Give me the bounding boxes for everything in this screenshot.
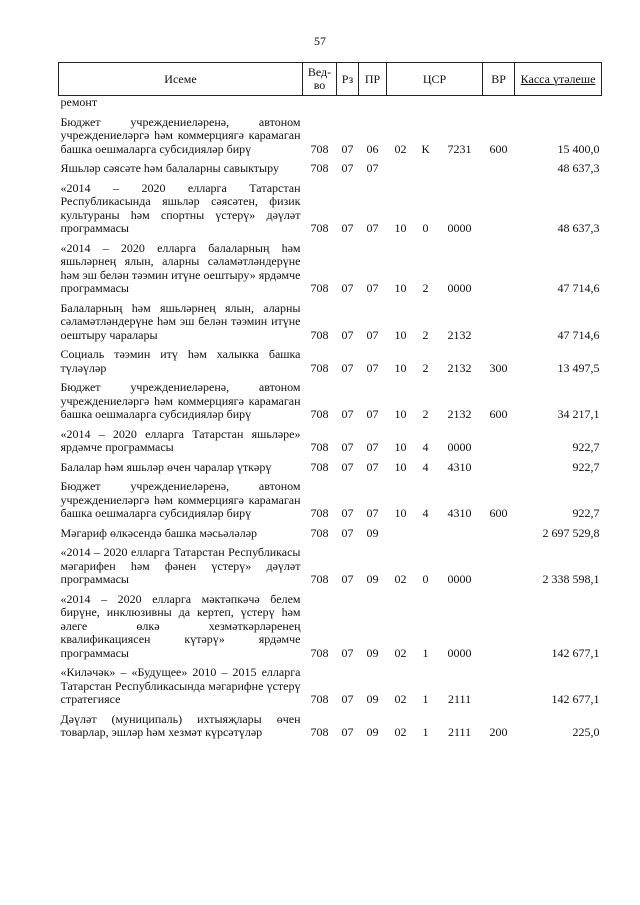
cell-rz: 07 <box>341 327 354 342</box>
cell-sum <box>515 96 602 113</box>
cell-c3: 2132 <box>447 327 472 342</box>
header-csr: ЦСР <box>387 63 483 96</box>
cell-vr: 200 <box>489 725 508 739</box>
cell-pr: 07 <box>366 407 379 421</box>
cell-ved: 708 <box>310 327 329 342</box>
table-row <box>59 113 602 160</box>
cell-rz <box>337 96 359 113</box>
cell-c1: 02 <box>394 692 407 706</box>
cell-name: Яшьләр сәясәте һәм балаларны савыктыру <box>60 161 279 175</box>
cell-c2: 0 <box>422 221 429 235</box>
cell-c2: К <box>421 141 430 156</box>
table-row <box>59 345 602 378</box>
cell-sum: 2 697 529,8 <box>542 525 600 540</box>
cell-ved: 708 <box>310 161 329 175</box>
cell-ved: 708 <box>310 141 329 156</box>
cell-name: Балаларның һәм яшьләрнең ялын, аларны сәламәтләндерүне һәм эш белән тәэмин итүне оештыру чаралары <box>60 300 301 342</box>
cell-ved <box>303 96 337 113</box>
cell-pr: 09 <box>366 525 379 540</box>
table-row <box>59 378 602 425</box>
cell-sum: 48 637,3 <box>557 221 600 235</box>
cell-c2: 2 <box>422 360 429 375</box>
table-row <box>59 590 602 664</box>
cell-c2 <box>415 159 437 179</box>
cell-ved: 708 <box>310 725 329 739</box>
cell-vr <box>483 458 515 478</box>
cell-c1: 10 <box>394 281 407 295</box>
cell-c3: 0000 <box>447 440 472 454</box>
cell-pr: 07 <box>366 360 379 375</box>
cell-c2 <box>415 524 437 544</box>
cell-rz: 07 <box>341 161 354 175</box>
cell-c3: 4310 <box>447 459 472 474</box>
cell-name: «Киләчәк» – «Будущее» 2010 – 2015 елларга Татарстан Республикасында мәгарифне үстерү стратегиясе <box>60 665 301 706</box>
cell-ved: 708 <box>310 281 329 295</box>
table-row <box>59 524 602 544</box>
table-row <box>59 96 602 113</box>
cell-pr: 06 <box>366 141 379 156</box>
cell-rz: 07 <box>341 725 354 739</box>
cell-c1: 02 <box>394 572 407 586</box>
header-pr: ПР <box>359 63 387 96</box>
cell-vr <box>483 590 515 664</box>
cell-ved: 708 <box>310 645 329 660</box>
cell-ved: 708 <box>310 506 329 520</box>
cell-name: Социаль тәэмин итү һәм халыкка башка түләүләр <box>60 347 301 375</box>
header-name: Исеме <box>59 63 303 96</box>
cell-vr <box>483 179 515 239</box>
cell-vr: 600 <box>489 141 508 156</box>
cell-c3 <box>437 524 483 544</box>
table-row <box>59 179 602 239</box>
cell-c2: 4 <box>422 459 429 474</box>
cell-vr <box>483 543 515 590</box>
cell-c2: 0 <box>422 572 429 586</box>
cell-ved: 708 <box>310 360 329 375</box>
cell-sum: 13 497,5 <box>557 360 600 375</box>
cell-ved: 708 <box>310 525 329 540</box>
cell-sum: 2 338 598,1 <box>542 572 600 586</box>
cell-c2: 4 <box>422 440 429 454</box>
cell-pr: 09 <box>366 692 379 706</box>
cell-name: Бюджет учреждениеләренә, автоном учреждениеләргә һәм коммерциягә карамаган башка оешмаларга субсидияләр бирү <box>60 380 301 421</box>
cell-name: Дәүләт (муниципаль) ихтыяҗлары өчен товарлар, эшләр һәм хезмәт күрсәтүләр <box>60 711 301 739</box>
cell-c3 <box>437 96 483 113</box>
cell-name: Бюджет учреждениеләренә, автоном учреждениеләргә һәм коммерциягә карамаган башка оешмаларга субсидияләр бирү <box>60 114 301 156</box>
cell-c2: 1 <box>422 692 429 706</box>
cell-c1 <box>387 96 415 113</box>
cell-ved: 708 <box>310 692 329 706</box>
cell-rz: 07 <box>341 459 354 474</box>
table-header-row <box>59 63 602 96</box>
cell-c3: 0000 <box>447 645 472 660</box>
cell-rz: 07 <box>341 525 354 540</box>
cell-pr: 07 <box>366 221 379 235</box>
cell-rz: 07 <box>341 141 354 156</box>
cell-rz: 07 <box>341 281 354 295</box>
cell-c1: 10 <box>394 407 407 421</box>
header-vr: ВР <box>483 63 515 96</box>
cell-c2: 2 <box>422 327 429 342</box>
cell-pr: 07 <box>366 440 379 454</box>
cell-c1: 10 <box>394 440 407 454</box>
cell-ved: 708 <box>310 440 329 454</box>
cell-rz: 07 <box>341 506 354 520</box>
cell-c2: 2 <box>422 407 429 421</box>
cell-ved: 708 <box>310 407 329 421</box>
cell-sum: 47 714,6 <box>557 327 600 342</box>
header-kassa-label: Касса үтәлеше <box>520 71 596 86</box>
cell-name: Бюджет учреждениеләренә, автоном учреждениеләргә һәм коммерциягә карамаган башка оешмаларга субсидияләр бирү <box>60 479 301 520</box>
cell-c2: 4 <box>422 506 429 520</box>
cell-sum: 47 714,6 <box>557 281 600 295</box>
cell-c3: 0000 <box>447 572 472 586</box>
cell-c1 <box>387 524 415 544</box>
cell-rz: 07 <box>341 645 354 660</box>
cell-c1: 02 <box>394 141 407 156</box>
cell-c1: 10 <box>394 459 407 474</box>
cell-vr: 300 <box>489 360 508 375</box>
cell-c1: 02 <box>394 645 407 660</box>
cell-c2: 1 <box>422 725 429 739</box>
header-ved: Вед-во <box>303 63 337 96</box>
cell-sum: 15 400,0 <box>557 141 600 156</box>
table-body <box>59 96 602 743</box>
cell-sum: 922,7 <box>572 506 600 520</box>
cell-pr: 09 <box>366 572 379 586</box>
cell-c3: 2111 <box>447 725 472 739</box>
cell-rz: 07 <box>341 360 354 375</box>
cell-name: «2014 – 2020 елларга мәктәпкәчә белем бирүне, инклюзивны да кертеп, үстерү һәм әлеге өлкә хезмәткәрләренең квалификациясен күтәрү» ярдәмче программасы <box>60 591 301 660</box>
cell-pr: 09 <box>366 725 379 739</box>
cell-sum: 34 217,1 <box>557 407 600 421</box>
cell-rz: 07 <box>341 407 354 421</box>
cell-vr <box>483 425 515 458</box>
cell-rz: 07 <box>341 221 354 235</box>
cell-ved: 708 <box>310 459 329 474</box>
cell-c1: 10 <box>394 360 407 375</box>
table-row <box>59 239 602 299</box>
cell-c3: 0000 <box>447 221 472 235</box>
cell-name: «2014 – 2020 елларга Татарстан Республикасы мәгарифен һәм фәнен үстерү» дәүләт программасы <box>60 545 301 586</box>
table-row <box>59 458 602 478</box>
cell-c3 <box>437 159 483 179</box>
cell-vr <box>483 299 515 346</box>
table-row <box>59 299 602 346</box>
cell-vr <box>483 524 515 544</box>
cell-sum: 922,7 <box>572 440 600 454</box>
cell-ved: 708 <box>310 221 329 235</box>
cell-rz: 07 <box>341 692 354 706</box>
cell-sum: 142 677,1 <box>551 645 600 660</box>
cell-pr: 07 <box>366 281 379 295</box>
cell-sum: 142 677,1 <box>551 692 600 706</box>
cell-c3: 7231 <box>447 141 472 156</box>
cell-name: «2014 – 2020 елларга Татарстан Республикасында яшьләр сәясәтен, физик культураны һәм спортны үстерү» дәүләт программасы <box>60 180 301 235</box>
cell-rz: 07 <box>341 572 354 586</box>
cell-vr <box>483 239 515 299</box>
table-row <box>59 477 602 524</box>
cell-c3: 2111 <box>447 692 472 706</box>
budget-table <box>58 62 602 743</box>
cell-c2: 2 <box>422 281 429 295</box>
table-row <box>59 159 602 179</box>
cell-c3: 4310 <box>447 506 472 520</box>
cell-vr: 600 <box>489 506 508 520</box>
cell-c2: 1 <box>422 645 429 660</box>
cell-c3: 2132 <box>447 360 472 375</box>
cell-vr <box>483 663 515 710</box>
header-kassa <box>515 63 602 96</box>
cell-c1: 02 <box>394 725 407 739</box>
cell-vr: 600 <box>489 407 508 421</box>
cell-rz: 07 <box>341 440 354 454</box>
cell-pr: 07 <box>366 327 379 342</box>
cell-vr <box>483 159 515 179</box>
cell-pr: 07 <box>366 161 379 175</box>
cell-c1 <box>387 159 415 179</box>
table-row <box>59 543 602 590</box>
table-row <box>59 710 602 743</box>
cell-name: Балалар һәм яшьләр өчен чаралар үткәрү <box>60 459 272 474</box>
page-number: 57 <box>314 34 326 48</box>
cell-sum: 225,0 <box>572 725 600 739</box>
cell-pr: 07 <box>366 506 379 520</box>
header-rz: Рз <box>337 63 359 96</box>
cell-c1: 10 <box>394 221 407 235</box>
cell-name: «2014 – 2020 елларга Татарстан яшьләре» ярдәмче программасы <box>60 426 301 454</box>
cell-pr: 07 <box>366 459 379 474</box>
table-row <box>59 425 602 458</box>
cell-sum: 922,7 <box>572 459 600 474</box>
cell-c3: 0000 <box>447 281 472 295</box>
cell-name: Мәгариф өлкәсендә башка мәсьәләләр <box>60 525 258 540</box>
cell-name: ремонт <box>60 95 98 109</box>
cell-c3: 2132 <box>447 407 472 421</box>
cell-ved: 708 <box>310 572 329 586</box>
cell-name: «2014 – 2020 елларга балаларның һәм яшьләрнең ялын, аларны сәламәтләндерүне һәм эш белән тәэмин итүне оештыру» ярдәмче программасы <box>60 240 301 295</box>
cell-pr <box>359 96 387 113</box>
cell-pr: 09 <box>366 645 379 660</box>
cell-c2 <box>415 96 437 113</box>
cell-c1: 10 <box>394 327 407 342</box>
cell-c1: 10 <box>394 506 407 520</box>
table-row <box>59 663 602 710</box>
cell-vr <box>483 96 515 113</box>
cell-sum: 48 637,3 <box>557 161 600 175</box>
